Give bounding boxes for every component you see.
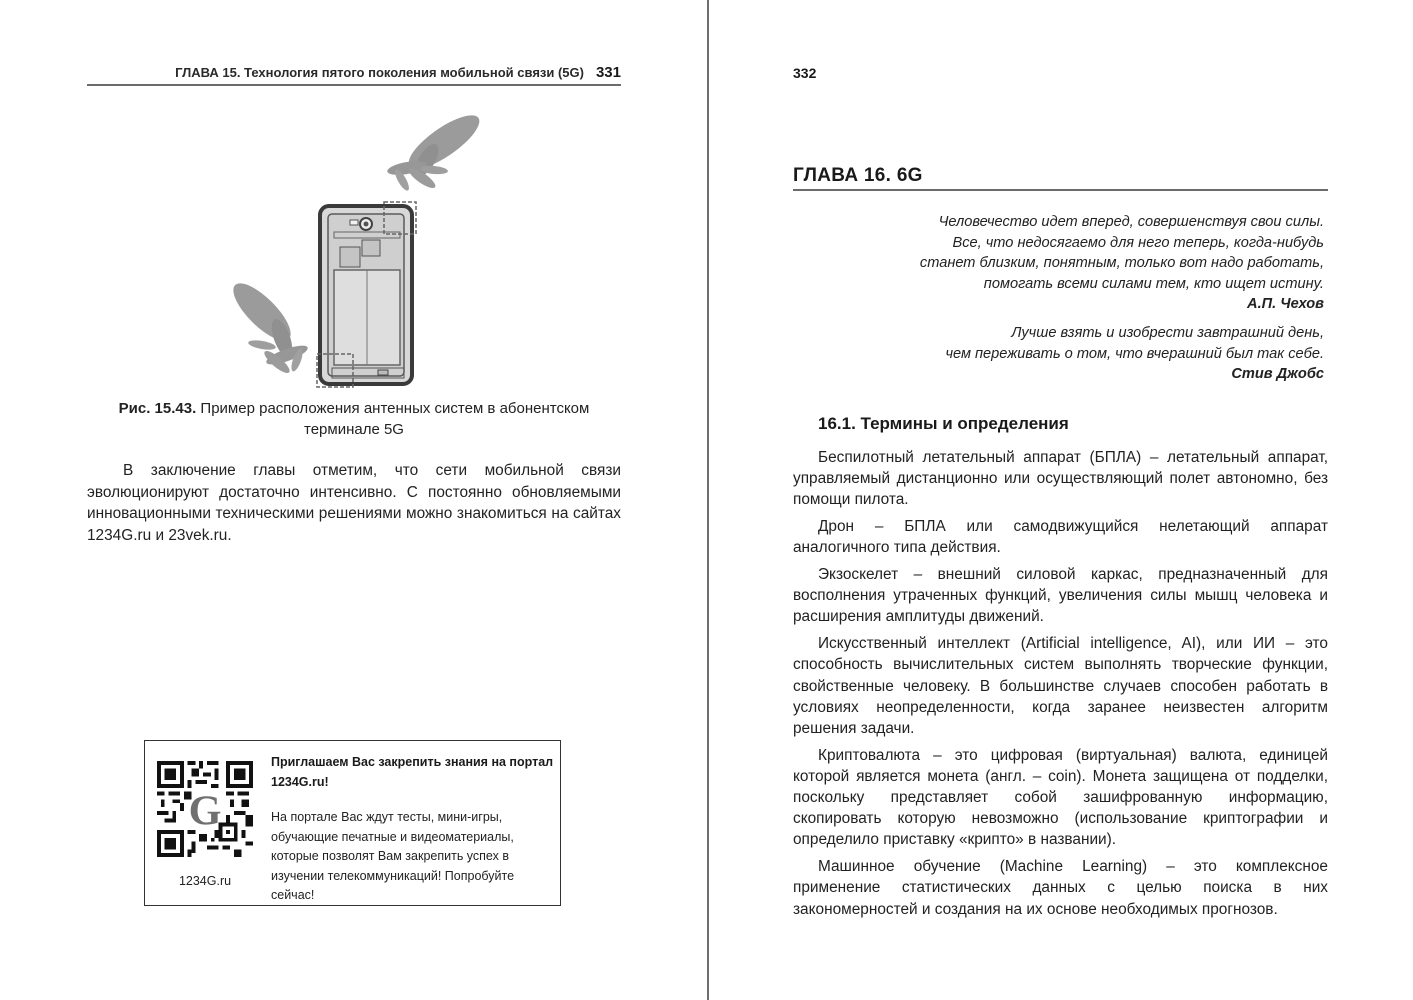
definition-exoskeleton: Экзоскелет – внешний силовой каркас, предназначенный для восполнения утраченных функций, увеличения силы мышц человека и расширения амплитуды движений. [793,566,1328,626]
definition-machine-learning: Машинное обучение (Machine Learning) – это комплексное применение статистических данных с целью поиска в них закономерностей и создания на их основе необходимых прогнозов. [793,858,1328,918]
epigraph-line: Человечество идет вперед, совершенствуя свои силы. [938,214,1324,230]
figure-antenna-layout [222,100,502,395]
phone-antenna-illustration [222,100,502,395]
epigraph-chekhov [840,212,1324,315]
epigraph-line: Лучше взять и изобрести завтрашний день, [1011,325,1324,341]
definition-drone: Дрон – БПЛА или самодвижущийся нелетающий аппарат аналогичного типа действия. [793,518,1328,557]
page-number-right: 332 [793,65,817,81]
chapter-title: ГЛАВА 16. 6G [793,165,1328,191]
figure-caption [87,398,621,440]
page-number-left: 331 [595,64,621,81]
definition-cryptocurrency: Криптовалюта – это цифровая (виртуальная) валюта, единицей которой является монета (англ. – coin). Монета защищена от подделки, поскольку представляет собой зашифрованную информацию, скопировать которую невозможно (использование криптографии и определило приставку «крипто» в названии). [793,746,1328,849]
conclusion-paragraph: В заключение главы отметим, что сети мобильной связи эволюционируют достаточно интенсивно. С постоянно обновляемыми инновационными техническими решениями можно знакомиться на сайтах 1234G.ru и 23vek.ru. [87,462,621,544]
promo-body: На портале Вас ждут тесты, мини-игры, обучающие печатные и видеоматериалы, которые позволят Вам закрепить успех в изучении телекоммуникаций! Попробуйте сейчас! [271,810,515,902]
epigraph-line: чем переживать о том, что вчерашний был так себе. [945,345,1324,362]
promo-box [144,740,561,906]
radiation-pattern-bottom [225,275,309,376]
epigraph-author: Стив Джобс [1231,366,1324,382]
epigraph-line: помогать всеми силами тем, кто ищет истину. [983,275,1324,292]
epigraph-line: станет близким, понятным, только вот надо работать, [919,255,1324,271]
qr-code-icon [157,761,253,857]
qr-site-label[interactable]: 1234G.ru [178,874,232,888]
qr-logo-letter: G [188,787,222,835]
figure-caption-text: Пример расположения антенных систем в абонентском терминале 5G [196,400,590,438]
epigraph-jobs [840,323,1324,385]
qr-code[interactable] [157,761,253,857]
phone-body [320,206,412,384]
figure-caption-label: Рис. 15.43. [118,400,197,417]
radiation-pattern-top [386,106,486,192]
definition-ai: Искусственный интеллект (Artificial intelligence, AI), или ИИ – это способность вычислительных систем выполнять творческие функции, свойственные человеку. В большинстве случаев способен работать в условиях неопределенности, когда заранее неизвестен алгоритм решения задачи. [793,635,1328,737]
promo-title: Приглашаем Вас закрепить знания на портал 1234G.ru! [271,755,554,789]
running-header-title: ГЛАВА 15. Технология пятого поколения мобильной связи (5G) [175,65,584,80]
section-title: 16.1. Термины и определения [818,414,1069,433]
definitions-list [793,447,1328,925]
running-header [87,64,621,86]
epigraph-author: А.П. Чехов [1247,296,1324,312]
epigraph-line: Все, что недосягаемо для него теперь, когда-нибудь [952,234,1324,251]
definition-uav: Беспилотный летательный аппарат (БПЛА) – летательный аппарат, управляемый дистанционно или осуществляющий полет автономно, без помощи пилота. [793,449,1328,509]
